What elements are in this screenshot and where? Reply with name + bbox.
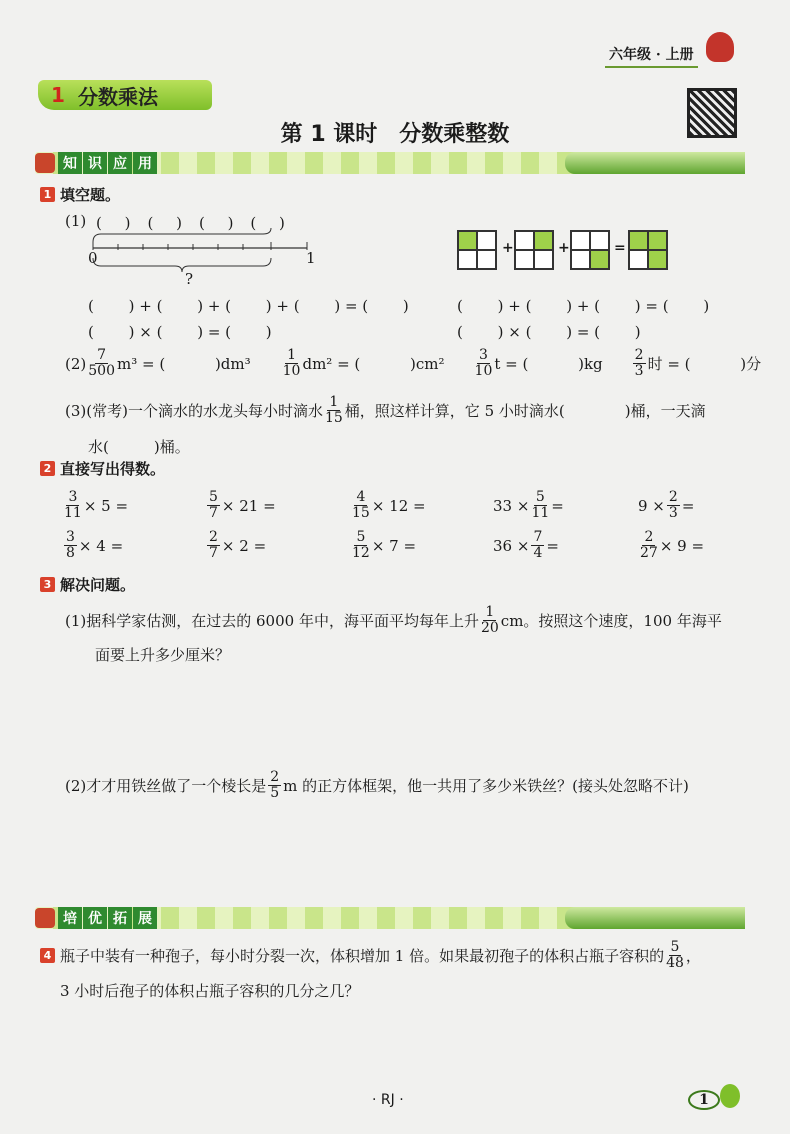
- q1-p2-row: [65, 348, 761, 379]
- q4-line: [40, 940, 701, 971]
- question-title: 填空题。: [60, 186, 121, 204]
- left-multiplication-blanks[interactable]: ( ) × ( ) = ( ): [88, 323, 272, 341]
- calculation-item: [350, 490, 426, 521]
- chapter-number: 1: [51, 83, 65, 107]
- q3-p1-line: [65, 605, 722, 636]
- multiplier: 9 ×: [638, 496, 665, 515]
- fraction: $\frac{5}{11}$: [531, 489, 550, 521]
- question-badge: 4: [40, 948, 55, 963]
- fraction: $\frac{2}{3}$: [634, 347, 644, 379]
- question-2-heading: [40, 458, 165, 479]
- chapter-name: 分数乘法: [78, 84, 158, 109]
- edition-code: · RJ ·: [372, 1092, 404, 1108]
- student-mascot-icon: [706, 32, 734, 62]
- question-1-heading: [40, 184, 120, 205]
- q1-p3-text: (3)(常考)一个滴水的水龙头每小时滴水: [65, 402, 323, 420]
- calculation-item: [638, 530, 704, 561]
- q1-p3-line: [65, 395, 706, 426]
- fraction: $\frac{5}{7}$: [209, 489, 218, 521]
- calculation-item: [205, 530, 266, 561]
- calculation-item: [205, 490, 276, 521]
- banner-char: 培: [58, 907, 82, 929]
- calculation-item: [62, 530, 123, 561]
- number-line-one: 1: [306, 249, 316, 267]
- unit-blank[interactable]: t = ( )kg: [494, 355, 603, 373]
- question-3-heading: [40, 574, 135, 595]
- operator: =: [546, 536, 559, 555]
- landscape-decoration-icon: [565, 907, 745, 929]
- lesson-title: 第 1 课时 分数乘整数: [280, 122, 510, 147]
- section-banner-knowledge: [35, 152, 745, 174]
- fraction-square: [628, 230, 668, 270]
- equals-sign: =: [614, 240, 626, 256]
- operator: × 2 =: [221, 536, 267, 555]
- banner-char: 知: [58, 152, 82, 174]
- grade-label: 六年级 · 上册: [605, 44, 698, 68]
- multiplier: 33 ×: [493, 496, 530, 515]
- fraction: $\frac{7}{4}$: [533, 529, 543, 561]
- fraction: $\frac{5}{12}$: [352, 529, 370, 561]
- question-badge: 2: [40, 461, 55, 476]
- left-addition-blanks[interactable]: ( ) + ( ) + ( ) + ( ) = ( ): [88, 297, 409, 315]
- multiplier: 36 ×: [493, 536, 530, 555]
- operator: × 9 =: [659, 536, 705, 555]
- operator: =: [681, 496, 695, 515]
- banner-char: 展: [133, 907, 157, 929]
- landscape-decoration-icon: [565, 152, 745, 174]
- fraction: $\frac{2}{27}$: [640, 529, 658, 561]
- operator: × 12 =: [371, 496, 426, 515]
- fraction-square: [457, 230, 497, 270]
- mascot-icon: [35, 908, 55, 928]
- fraction: $\frac{3}{8}$: [66, 529, 75, 561]
- fraction: $\frac{4}{15}$: [352, 489, 370, 521]
- plus-sign: +: [558, 240, 570, 256]
- operator: × 21 =: [221, 496, 276, 515]
- operator: × 4 =: [78, 536, 124, 555]
- plus-sign: +: [502, 240, 514, 256]
- banner-char: 优: [83, 907, 107, 929]
- unit-blank[interactable]: m³ = ( )dm³: [116, 355, 251, 373]
- unit-blank[interactable]: 时 = ( )分: [647, 355, 762, 373]
- calculation-item: [638, 490, 694, 521]
- fraction-square: [514, 230, 554, 270]
- fraction: $\frac{2}{5}$: [270, 769, 280, 801]
- fraction: $\frac{1}{15}$: [324, 394, 343, 426]
- operator: × 5 =: [83, 496, 129, 515]
- q3-p1-line2: 面要上升多少厘米？: [95, 646, 231, 664]
- fraction-square: [570, 230, 610, 270]
- number-line-zero: 0: [88, 249, 98, 267]
- fraction: $\frac{2}{7}$: [209, 529, 218, 561]
- page-number: 1: [688, 1090, 720, 1110]
- banner-char: 拓: [108, 907, 132, 929]
- q4-text: 瓶子中装有一种孢子，每小时分裂一次，体积增加 1 倍。如果最初孢子的体积占瓶子容积的: [60, 947, 665, 965]
- q4-line2: 3 小时后孢子的体积占瓶子容积的几分之几？: [60, 982, 360, 1000]
- question-badge: 1: [40, 187, 55, 202]
- fraction: $\frac{3}{11}$: [64, 489, 82, 521]
- calculation-item: [493, 530, 559, 561]
- operator: × 7 =: [371, 536, 417, 555]
- number-line-question: ?: [185, 270, 194, 288]
- banner-char: 应: [108, 152, 132, 174]
- q1-p2-label: (2): [65, 354, 87, 373]
- fraction: $\frac{7}{500}$: [88, 347, 115, 379]
- calculation-item: [493, 490, 564, 521]
- right-multiplication-blanks[interactable]: ( ) × ( ) = ( ): [457, 323, 641, 341]
- fraction: $\frac{3}{10}$: [474, 347, 493, 379]
- fraction: $\frac{2}{3}$: [668, 489, 678, 521]
- number-line-diagram: [85, 228, 320, 278]
- q1-p3-text-rest[interactable]: 桶，照这样计算，它 5 小时滴水( )桶，一天滴: [344, 402, 706, 420]
- q3-p1-text-rest: cm。按照这个速度，100 年海平: [500, 612, 722, 630]
- fraction: $\frac{1}{10}$: [282, 347, 301, 379]
- question-badge: 3: [40, 577, 55, 592]
- banner-char: 识: [83, 152, 107, 174]
- reading-child-icon: [720, 1084, 740, 1108]
- comma: ，: [685, 947, 701, 965]
- q1-p1-top-blanks: ( ) ( ) ( ) ( ): [96, 214, 286, 232]
- q3-p2-line: [65, 770, 689, 801]
- section-banner-advanced: [35, 907, 745, 929]
- question-title: 解决问题。: [60, 576, 136, 594]
- question-title: 直接写出得数。: [60, 460, 166, 478]
- q3-p2-text-rest: m 的正方体框架，他一共用了多少米铁丝？(接头处忽略不计): [283, 777, 689, 795]
- q3-p1-text: (1)据科学家估测，在过去的 6000 年中，海平面平均每年上升: [65, 612, 479, 630]
- operator: =: [551, 496, 564, 515]
- calculation-item: [350, 530, 416, 561]
- q3-p2-text: (2)才才用铁丝做了一个棱长是: [65, 777, 267, 795]
- unit-blank[interactable]: dm² = ( )cm²: [302, 355, 445, 373]
- q1-p3-line2[interactable]: 水( )桶。: [88, 438, 190, 456]
- fraction: $\frac{5}{48}$: [666, 939, 684, 971]
- chapter-tab: [38, 80, 212, 110]
- banner-char: 用: [133, 152, 157, 174]
- q1-p1-label: (1): [65, 212, 87, 230]
- calculation-item: [62, 490, 128, 521]
- mascot-icon: [35, 153, 55, 173]
- right-addition-blanks[interactable]: ( ) + ( ) + ( ) = ( ): [457, 297, 710, 315]
- fraction: $\frac{1}{20}$: [480, 604, 499, 636]
